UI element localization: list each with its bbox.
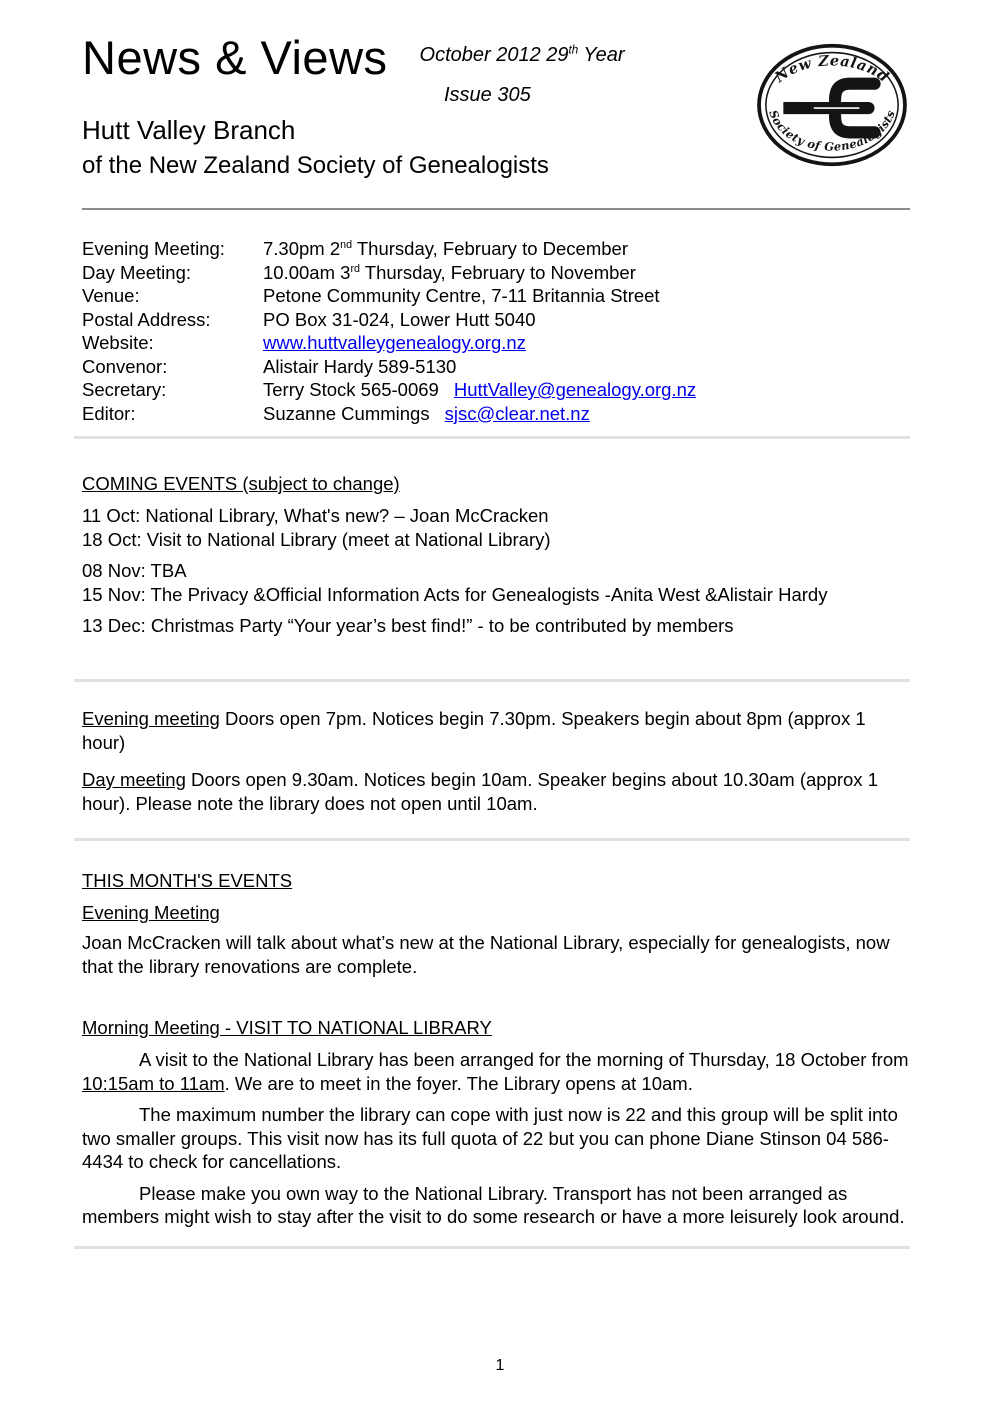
row-label: Editor: (82, 402, 136, 424)
website-link[interactable]: www.huttvalleygenealogy.org.nz (263, 332, 526, 353)
event-item: 15 Nov: The Privacy &Official Information Acts for Genealogists -Anita West &Alistair Hardy (82, 584, 828, 605)
table-row: Evening Meeting: 7.30pm 2nd Thursday, February to December (82, 238, 628, 259)
divider (74, 436, 910, 439)
divider (74, 1246, 910, 1249)
visit-time-underlined: 10:15am to 11am (82, 1072, 225, 1094)
coming-events-heading: COMING EVENTS (subject to change) (82, 473, 400, 494)
morning-meeting-heading: Morning Meeting - VISIT TO NATIONAL LIBRARY (82, 1017, 492, 1038)
table-row: Venue: Petone Community Centre, 7-11 Britannia Street (82, 285, 660, 306)
editor-email-link[interactable]: sjsc@clear.net.nz (444, 402, 590, 424)
logo-top-text: New Zealand (771, 52, 893, 87)
event-item: 08 Nov: TBA (82, 560, 187, 581)
branch-name: Hutt Valley Branch (82, 115, 296, 145)
table-row: Day Meeting: 10.00am 3rd Thursday, February to November (82, 261, 636, 283)
issue-number: Issue 305 (444, 84, 531, 106)
day-meeting-times: Day meeting Doors open 9.30am. Notices begin 10am. Speaker begins about 10.30am (approx 1 hour). Please note the library does not open until 10am. (82, 769, 878, 814)
row-label: Website: (82, 332, 154, 353)
table-row (82, 331, 696, 355)
table-row: Convenor: Alistair Hardy 589-5130 (82, 355, 457, 377)
row-label: Venue: (82, 285, 140, 306)
this-month-section (82, 869, 910, 1229)
ordinal-superscript: nd (340, 238, 353, 251)
masthead (82, 30, 910, 181)
issue-date: October 2012 29th Year (419, 43, 625, 66)
logo-tree-glyph (783, 84, 874, 133)
event-item: 18 Oct: Visit to National Library (meet at National Library) (82, 529, 551, 550)
secretary-email-link[interactable]: HuttValley@genealogy.org.nz (453, 379, 697, 400)
morning-paragraph-3: Please make you own way to the National Library. Transport has not been arranged as members might wish to stay after the visit to do some research or have a more leisurely look around. (82, 1182, 905, 1227)
divider (74, 838, 910, 841)
event-item: 13 Dec: Christmas Party “Your year’s best find!” - to be contributed by members (82, 615, 734, 636)
morning-paragraph-2: The maximum number the library can cope with just now is 22 and this group will be split into two smaller groups. This visit now has its full quota of 22 but you can phone Diane Stinson 04 586-4434 to check for cancellations. (82, 1104, 898, 1172)
divider (74, 679, 910, 682)
table-row: Editor: Suzanne Cummings sjsc@clear.net.nz (82, 402, 590, 424)
newsletter-title: News & Views (82, 31, 388, 84)
contact-info-table (82, 237, 696, 425)
this-month-heading: THIS MONTH'S EVENTS (82, 870, 293, 891)
meeting-times-section (82, 707, 910, 815)
page-number: 1 (495, 1357, 505, 1374)
row-label: Postal Address: (82, 308, 211, 330)
evening-meeting-times: Evening meeting Doors open 7pm. Notices begin 7.30pm. Speakers begin about 8pm (approx 1 hour) (82, 708, 866, 753)
evening-meeting-paragraph: Joan McCracken will talk about what’s new at the National Library, especially for genealogists, now that the library renovations are complete. (82, 932, 890, 977)
row-label: Evening Meeting: (82, 238, 225, 259)
morning-paragraph-1: A visit to the National Library has been arranged for the morning of Thursday, 18 October from 10:15am to 11am. We are to meet in the foyer. The Library opens at 10am. (82, 1049, 909, 1094)
evening-meeting-heading: Evening Meeting (82, 902, 220, 923)
event-item: 11 Oct: National Library, What's new? – Joan McCracken (82, 505, 549, 526)
coming-events-section (82, 472, 910, 638)
row-label: Convenor: (82, 355, 168, 377)
ordinal-superscript: th (568, 43, 579, 57)
society-name: of the New Zealand Society of Genealogists (82, 152, 549, 179)
divider-header (82, 208, 910, 210)
nzsg-logo-icon (756, 42, 908, 181)
row-label: Secretary: (82, 379, 167, 400)
logo-bottom-text: Society of Genealogists (766, 108, 898, 154)
table-row: Secretary: Terry Stock 565-0069 HuttValley@genealogy.org.nz (82, 379, 697, 400)
ordinal-superscript: rd (350, 262, 360, 275)
table-row: Postal Address: PO Box 31-024, Lower Hutt 5040 (82, 308, 536, 330)
row-label: Day Meeting: (82, 261, 191, 283)
